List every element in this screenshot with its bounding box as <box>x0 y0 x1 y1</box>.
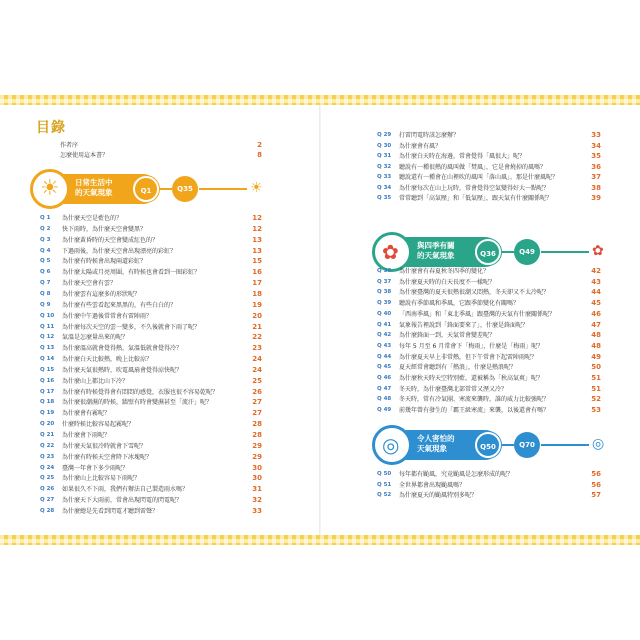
question-text: 為什麼總是先看到閃電才聽到雷聲？ <box>62 507 159 515</box>
page-number: 29 <box>252 452 262 461</box>
question-number: Q 13 <box>40 345 55 352</box>
toc-row[interactable] <box>377 278 601 287</box>
page-number: 50 <box>591 363 601 372</box>
page-number: 26 <box>252 387 262 396</box>
page-number: 35 <box>591 152 601 160</box>
toc-row[interactable] <box>377 163 601 172</box>
sun-badge <box>30 169 70 209</box>
toc-row[interactable] <box>40 420 262 429</box>
question-text: 常常聽到「高氣壓」和「低氣壓」，跟天氣有什麼關係呢？ <box>399 195 553 202</box>
question-text: 為什麼會有風？ <box>399 142 442 150</box>
question-number: Q 48 <box>377 396 392 403</box>
toc-row[interactable] <box>40 377 262 386</box>
question-number: Q 21 <box>40 432 55 438</box>
question-text: 什麼時候比較容易起霧呢？ <box>62 421 135 429</box>
intro-page: 2 <box>257 141 262 149</box>
section-from-badge: Q50 <box>475 432 501 458</box>
question-text: 為什麼會下雨呢？ <box>62 432 111 439</box>
toc-row[interactable] <box>377 491 601 500</box>
question-text: 為什麼臺灣的夏天很熱很潮又悶熱，冬天卻又不太冷呢？ <box>399 289 550 297</box>
page-number: 32 <box>252 496 262 505</box>
toc-row[interactable] <box>377 342 601 351</box>
question-text: 為什麼溫高就會覺得熱，氣溫低就會覺得冷？ <box>62 345 183 353</box>
page-number: 22 <box>252 333 262 342</box>
question-number: Q 37 <box>377 278 392 285</box>
question-text: 為什麼夏天早上非常熱，但下午常會下起雷陣雨呢？ <box>399 353 538 361</box>
question-number: Q 52 <box>377 492 392 499</box>
toc-row[interactable] <box>377 374 601 383</box>
question-text: 為什麼有時候覺得會有悶悶的感覺，衣服也很不容易乾呢？ <box>62 388 219 396</box>
question-number: Q 25 <box>40 475 55 482</box>
question-number: Q 39 <box>377 300 392 307</box>
question-number: Q 26 <box>40 486 55 493</box>
question-number: Q 6 <box>40 269 51 276</box>
toc-row[interactable] <box>40 301 262 310</box>
page-number: 29 <box>252 441 262 450</box>
toc-row[interactable] <box>40 236 262 245</box>
page-number: 13 <box>252 246 262 255</box>
question-text: 氣溫是怎麼量出來的呢？ <box>62 334 129 342</box>
sun-icon: ☀ <box>40 176 60 201</box>
question-text: 夏天經常會聽到有「熱浪」，什麼是熱浪呢？ <box>399 364 517 372</box>
section-label-line2: 的天氣現象 <box>417 251 455 260</box>
page-number: 24 <box>252 365 262 374</box>
question-text: 「西南季風」和「東北季風」跟臺灣的天氣有什麼關係呢？ <box>399 310 556 318</box>
question-number: Q 5 <box>40 258 51 265</box>
question-text: 為什麼每次天空的雲一變多，不久後就會下雨了呢？ <box>62 323 201 331</box>
question-number: Q 51 <box>377 481 392 488</box>
question-text: 為什麼很潮濕的時候，牆壁有時會變濕甚至「流汗」呢？ <box>62 399 213 407</box>
question-number: Q 23 <box>40 453 55 460</box>
question-number: Q 2 <box>40 225 51 232</box>
sun-deco-icon: ☀ <box>250 180 263 196</box>
page-number: 56 <box>591 470 601 478</box>
question-text: 打雷閃電時該怎麼辦？ <box>399 132 460 139</box>
question-text: 為什麼雲有這麼多的形狀呢？ <box>62 290 141 298</box>
page-number: 28 <box>252 431 262 439</box>
toc-row[interactable] <box>40 323 262 332</box>
question-number: Q 18 <box>40 399 55 406</box>
question-text: 為什麼會有春夏秋冬四季的變化？ <box>399 268 490 275</box>
toc-row[interactable] <box>377 470 601 479</box>
section-from-badge: Q36 <box>475 239 501 265</box>
range-arrow <box>502 444 514 446</box>
page-number: 31 <box>252 485 262 494</box>
question-number: Q 44 <box>377 353 392 360</box>
question-number: Q 9 <box>40 301 51 308</box>
checkered-top-border <box>0 95 640 105</box>
page-number: 19 <box>252 300 262 309</box>
question-text: 聽說還有一種會在山裡吹的風叫「落山風」，那是什麼風呢？ <box>399 174 559 181</box>
question-text: 為什麼有時候會出現兩道彩虹？ <box>62 258 147 266</box>
toc-row[interactable] <box>377 299 601 308</box>
question-number: Q 47 <box>377 385 392 392</box>
page-number: 49 <box>591 352 601 361</box>
toc-row[interactable] <box>40 312 262 321</box>
section-banner-daily[interactable] <box>30 169 268 209</box>
page-number: 53 <box>591 406 601 415</box>
intro-text: 怎麼使用這本書？ <box>60 152 109 159</box>
page-number: 33 <box>252 506 262 515</box>
toc-row[interactable] <box>40 279 262 288</box>
section-to-badge: Q35 <box>172 176 198 202</box>
question-number: Q 16 <box>40 377 55 384</box>
question-number: Q 29 <box>377 132 392 138</box>
page-number: 12 <box>252 224 262 233</box>
question-number: Q 14 <box>40 356 55 363</box>
question-text: 為什麼白天時在海邊，常會覺得「風很大」呢？ <box>399 153 526 160</box>
section-from-badge: Q1 <box>133 176 159 202</box>
question-text: 全世界都會出現颱風嗎？ <box>399 481 466 489</box>
question-text: 為什麼夏天時的白天長度不一樣呢？ <box>399 278 496 286</box>
page-number: 51 <box>591 384 601 393</box>
toc-row[interactable] <box>377 184 601 193</box>
question-number: Q 40 <box>377 310 392 317</box>
page-number: 46 <box>591 309 601 318</box>
section-label-line1: 日常生活中 <box>75 178 113 187</box>
question-text: 為什麼夏天的颱風特別多呢？ <box>399 492 478 500</box>
question-text: 臺灣一年會下多少雨呢？ <box>62 464 129 472</box>
question-text: 為什麼天空會有雲？ <box>62 280 117 288</box>
question-number: Q 12 <box>40 334 55 341</box>
toc-row[interactable] <box>377 288 601 297</box>
range-arrow <box>541 444 589 446</box>
toc-row[interactable] <box>40 485 262 494</box>
question-text: 每年都有颱風，究竟颱風是怎麼形成的呢？ <box>399 471 514 478</box>
toc-row[interactable] <box>40 214 262 223</box>
toc-row[interactable] <box>377 363 601 372</box>
question-number: Q 22 <box>40 442 55 449</box>
section-banner-scary[interactable] <box>372 425 610 465</box>
question-number: Q 3 <box>40 236 51 243</box>
page-number: 48 <box>591 341 601 350</box>
toc-row[interactable] <box>40 257 262 266</box>
question-text: 為什麼天氣很熱時，吹電風扇會覺得涼快呢？ <box>62 366 183 374</box>
question-number: Q 8 <box>40 290 51 297</box>
range-arrow <box>502 251 514 253</box>
toc-row[interactable] <box>40 355 262 364</box>
toc-row[interactable] <box>377 385 601 394</box>
intro-row[interactable] <box>40 141 262 150</box>
page-number: 44 <box>591 288 601 297</box>
question-text: 如果很久不下雨，我們有辦法自己製造雨水嗎？ <box>62 486 189 494</box>
question-text: 冬天時，常有冷氣團、寒流來襲時，誰的威力比較強呢？ <box>399 396 550 404</box>
question-text: 下過雨後，為什麼天空會出現漂亮的彩虹？ <box>62 247 177 255</box>
question-text: 氣象報告裡說到「鋒面要來了」，什麼是鋒面呢？ <box>399 321 529 329</box>
question-number: Q 24 <box>40 464 55 471</box>
typhoon-icon: ◎ <box>382 433 400 457</box>
question-number: Q 35 <box>377 195 392 201</box>
page-number: 12 <box>252 214 262 222</box>
question-text: 為什麼中午過後常常會有雷陣雨？ <box>62 312 153 320</box>
page-number: 45 <box>591 299 601 308</box>
question-text: 為什麼山上都比山下冷？ <box>62 377 129 385</box>
question-text: 為什麼天氣很冷時就會下雪呢？ <box>62 442 147 450</box>
toc-title: 目錄 <box>36 120 66 136</box>
page-number: 33 <box>591 131 601 139</box>
question-number: Q 49 <box>377 407 392 414</box>
page-number: 42 <box>591 267 601 275</box>
section-label-line2: 天氣現象 <box>417 444 447 453</box>
toc-row[interactable] <box>40 268 262 277</box>
question-number: Q 11 <box>40 323 55 330</box>
flower-badge <box>372 232 412 272</box>
page-number: 20 <box>252 311 262 320</box>
page-number: 36 <box>591 162 601 171</box>
section-to-badge: Q70 <box>514 432 540 458</box>
toc-row[interactable] <box>40 442 262 451</box>
range-arrow <box>541 251 589 253</box>
flower-deco-icon: ✿ <box>592 243 604 259</box>
toc-row[interactable] <box>377 131 601 140</box>
question-number: Q 46 <box>377 375 392 381</box>
page-number: 30 <box>252 474 262 483</box>
question-text: 為什麼鋒面一到，天氣常會變差呢？ <box>399 332 496 340</box>
question-number: Q 34 <box>377 184 392 191</box>
question-text: 為什麼每次在山上玩時，常會覺得空氣變得好大一點呢？ <box>399 184 550 192</box>
section-label-line1: 與四季有關 <box>417 241 455 250</box>
page-number: 24 <box>252 355 262 364</box>
page-number: 47 <box>591 320 601 329</box>
toc-row[interactable] <box>40 366 262 375</box>
page-number: 39 <box>591 194 601 202</box>
page-number: 27 <box>252 409 262 418</box>
question-text: 聽說有季節風和季風，它跟季節變化有關嗎？ <box>399 300 520 308</box>
toc-row[interactable] <box>377 194 601 203</box>
question-text: 聽說有一種很熱的風叫做「焚風」，它是會燒掉的風嗎？ <box>399 163 547 171</box>
toc-row[interactable] <box>40 496 262 505</box>
question-number: Q 4 <box>40 247 51 254</box>
toc-row[interactable] <box>40 431 262 440</box>
toc-row[interactable] <box>377 395 601 404</box>
question-text: 前幾年曾有發生的「霸王級寒流」來襲，以後還會有嗎？ <box>399 407 550 415</box>
question-number: Q 27 <box>40 497 55 504</box>
flower-icon: ✿ <box>382 240 399 264</box>
toc-row[interactable] <box>377 406 601 415</box>
question-text: 冬天時，為什麼臺灣北部常常又溼又冷？ <box>399 385 508 393</box>
toc-row[interactable] <box>40 290 262 299</box>
question-number: Q 33 <box>377 174 392 180</box>
book-gutter <box>319 105 321 535</box>
toc-row[interactable] <box>377 173 601 182</box>
page-number: 43 <box>591 277 601 286</box>
question-text: 為什麼秋天時天空特別藍，還被稱為「秋高氣爽」呢？ <box>399 375 544 382</box>
question-text: 為什麼山上比較容易下雨呢？ <box>62 475 141 483</box>
page-number: 38 <box>591 183 601 192</box>
toc-row[interactable] <box>40 453 262 462</box>
section-label <box>75 178 113 198</box>
intro-page: 8 <box>257 151 262 159</box>
toc-row[interactable] <box>377 353 601 362</box>
question-text: 快下雨時，為什麼天空會變黑？ <box>62 225 147 233</box>
question-text: 為什麼會有霧呢？ <box>62 410 111 418</box>
toc-row[interactable] <box>377 331 601 340</box>
question-number: Q 28 <box>40 507 55 514</box>
question-text: 為什麼白天比較熱，晚上比較涼？ <box>62 356 153 364</box>
toc-row[interactable] <box>40 225 262 234</box>
page-number: 48 <box>591 331 601 340</box>
page-number: 13 <box>252 235 262 244</box>
question-number: Q 32 <box>377 163 392 170</box>
toc-row[interactable] <box>377 267 601 276</box>
page-number: 23 <box>252 344 262 353</box>
typhoon-deco-icon: ◎ <box>592 436 605 452</box>
question-number: Q 31 <box>377 153 392 159</box>
range-arrow <box>160 188 172 190</box>
toc-row[interactable] <box>377 310 601 319</box>
question-number: Q 42 <box>377 332 392 339</box>
question-number: Q 45 <box>377 364 392 371</box>
question-number: Q 1 <box>40 215 51 221</box>
checkered-bottom-border <box>0 535 640 545</box>
question-number: Q 50 <box>377 471 392 477</box>
question-text: 為什麼黃昏時的天空會變成紅色的？ <box>62 236 159 244</box>
question-number: Q 19 <box>40 410 55 417</box>
page-number: 18 <box>252 289 262 298</box>
question-number: Q 43 <box>377 342 392 349</box>
toc-row[interactable] <box>40 333 262 342</box>
toc-row[interactable] <box>40 398 262 407</box>
page-number: 57 <box>591 491 601 500</box>
question-number: Q 20 <box>40 421 55 428</box>
question-text: 為什麼太陽或月亮周圍，有時候也會看到一圈彩虹？ <box>62 269 201 277</box>
page-number: 52 <box>591 395 601 404</box>
question-text: 每年 5 月至 6 月常會下「梅雨」，什麼是「梅雨」呢？ <box>399 342 544 350</box>
page-number: 56 <box>591 480 601 489</box>
question-text: 為什麼有些雲看起來黑黑的，有些白白的？ <box>62 301 177 309</box>
question-number: Q 36 <box>377 268 392 274</box>
question-text: 為什麼天空是藍色的？ <box>62 215 123 222</box>
intro-text: 作者序 <box>60 142 79 149</box>
toc-row[interactable] <box>377 152 601 161</box>
question-number: Q 7 <box>40 280 51 287</box>
toc-row[interactable] <box>40 344 262 353</box>
question-text: 為什麼天下大雨前，常會出現閃電的閃電呢？ <box>62 497 183 505</box>
toc-row[interactable] <box>40 464 262 473</box>
typhoon-badge <box>372 425 412 465</box>
question-number: Q 17 <box>40 388 55 395</box>
page-number: 21 <box>252 322 262 331</box>
toc-row[interactable] <box>40 388 262 397</box>
section-to-badge: Q49 <box>514 239 540 265</box>
section-label <box>417 434 455 454</box>
intro-row[interactable] <box>40 151 262 160</box>
question-number: Q 30 <box>377 142 392 149</box>
toc-row[interactable] <box>377 321 601 330</box>
page-number: 51 <box>591 374 601 382</box>
range-arrow <box>199 188 247 190</box>
section-label-line1: 令人害怕的 <box>417 434 455 443</box>
question-number: Q 10 <box>40 312 55 319</box>
section-label-line2: 的天氣現象 <box>75 188 113 197</box>
toc-row[interactable] <box>40 507 262 516</box>
section-banner-seasons[interactable] <box>372 232 610 272</box>
toc-row[interactable] <box>377 142 601 151</box>
page-number: 16 <box>252 268 262 277</box>
toc-row[interactable] <box>40 409 262 418</box>
page-number: 17 <box>252 279 262 288</box>
question-text: 為什麼有時候天空會降下冰塊呢？ <box>62 453 153 461</box>
toc-row[interactable] <box>377 481 601 490</box>
page-number: 28 <box>252 420 262 429</box>
page-number: 34 <box>591 141 601 150</box>
page-number: 25 <box>252 376 262 385</box>
page-number: 27 <box>252 398 262 407</box>
page-number: 15 <box>252 257 262 266</box>
question-number: Q 38 <box>377 289 392 296</box>
question-number: Q 15 <box>40 366 55 373</box>
page-number: 30 <box>252 463 262 472</box>
toc-row[interactable] <box>40 247 262 256</box>
page-number: 37 <box>591 173 601 181</box>
toc-row[interactable] <box>40 474 262 483</box>
question-number: Q 41 <box>377 321 392 328</box>
section-label <box>417 241 455 261</box>
